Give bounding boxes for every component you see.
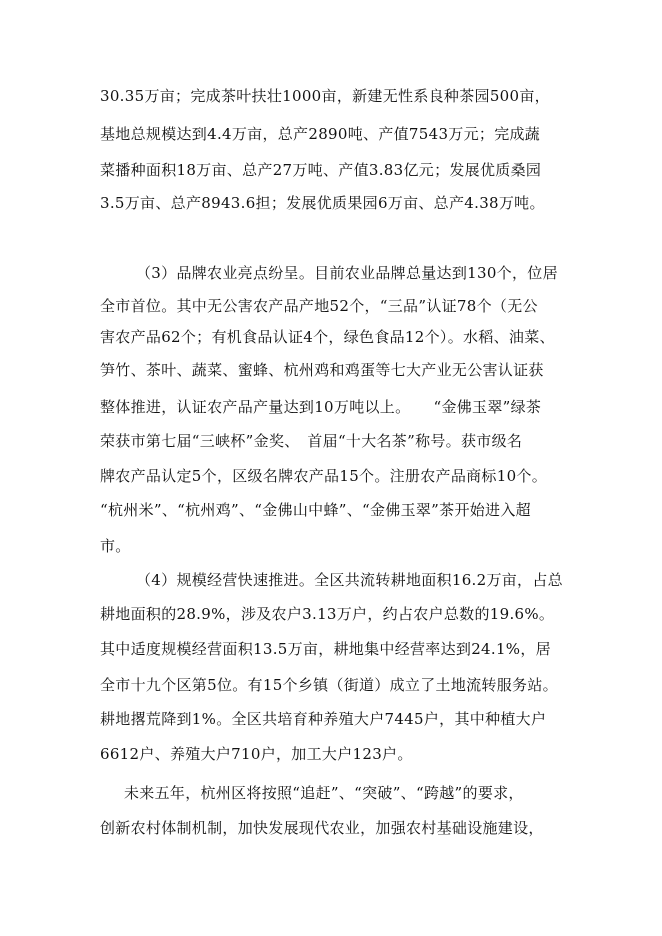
text-line: 牌农产品认定5个，区级名牌农产品15个。注册农产品商标10个。 (100, 467, 548, 485)
text-line: 耕地面积的28.9%，涉及农户3.13万户，约占农户总数的19.6%。 (100, 605, 555, 623)
text-line: 创新农村体制机制，加快发展现代农业，加强农村基础设施建设， (100, 819, 544, 837)
text-line: 耕地撂荒降到1%。全区共培育种养殖大户7445户，其中种植大户 (100, 710, 547, 728)
text-line: 菜播种面积18万亩、总产27万吨、产值3.83亿元；发展优质桑园 (100, 161, 542, 179)
text-line: 荣获市第七届“三峡杯”金奖、 首届“十大名茶”称号。获市级名 (100, 432, 523, 450)
text-line: “杭州米”、“杭州鸡”、“金佛山中蜂”、“金佛玉翠”茶开始进入超 (100, 501, 531, 519)
text-line: 全市十九个区第5位。有15个乡镇（街道）成立了土地流转服务站。 (100, 676, 558, 694)
text-line: 笋竹、茶叶、蔬菜、蜜蜂、杭州鸡和鸡蛋等七大产业无公害认证获 (100, 361, 544, 379)
text-line: 害农产品62个；有机食品认证4个，绿色食品12个）。水稻、油菜、 (100, 328, 555, 346)
text-line: 6612户、养殖大户710户，加工大户123户。 (100, 745, 413, 763)
text-line: 基地总规模达到4.4万亩，总产2890吨、产值7543万元；完成蔬 (100, 125, 541, 143)
text-line: 30.35万亩；完成茶叶扶壮1000亩，新建无性系良种茶园500亩， (100, 87, 550, 105)
text-line: （3）品牌农业亮点纷呈。目前农业品牌总量达到130个，位居 (136, 264, 558, 282)
text-line: 全市首位。其中无公害农产品产地52个，“三品”认证78个（无公 (100, 297, 538, 315)
text-line: 3.5万亩、总产8943.6担；发展优质果园6万亩、总产4.38万吨。 (100, 194, 545, 212)
text-line: 市。 (100, 537, 131, 555)
text-line: （4）规模经营快速推进。全区共流转耕地面积16.2万亩，占总 (136, 571, 563, 589)
text-line: 未来五年，杭州区将按照“追赶”、“突破”、“跨越”的要求， (124, 784, 524, 802)
text-line: 整体推进，认证农产品产量达到10万吨以上。 “金佛玉翠”绿茶 (100, 398, 542, 416)
text-line: 其中适度规模经营面积13.5万亩，耕地集中经营率达到24.1%，居 (100, 640, 551, 658)
